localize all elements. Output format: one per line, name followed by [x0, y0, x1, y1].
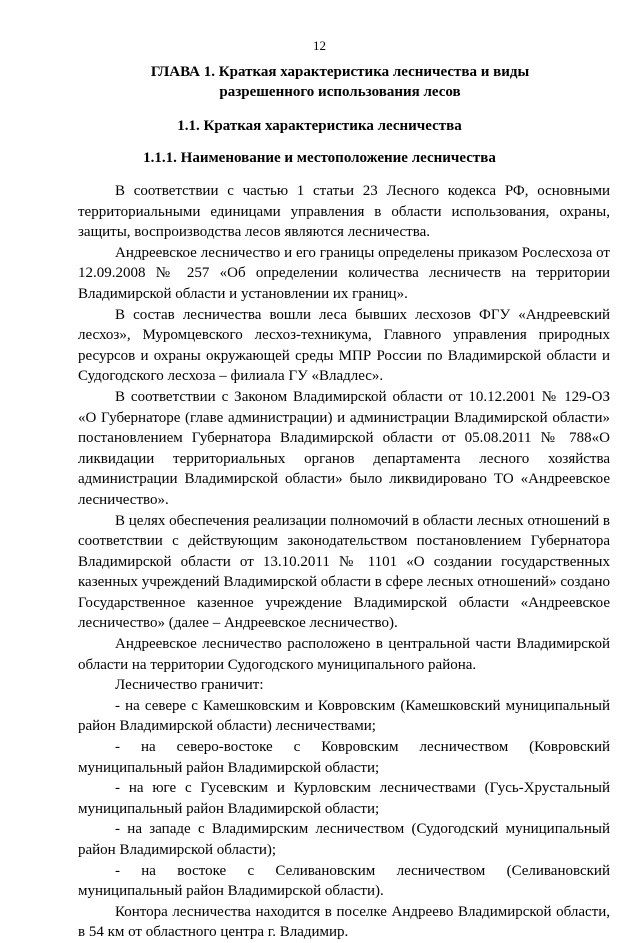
paragraph: В соответствии с частью 1 статьи 23 Лесного кодекса РФ, основными территориальными единицами управления в области использования, охраны, защиты, воспроизводства лесов являются лесничества.: [78, 183, 610, 241]
paragraph: Лесничество граничит:: [115, 677, 264, 694]
paragraph: В состав лесничества вошли леса бывших лесхозов ФГУ «Андреевский лесхоз», Муромцевского лесхоз-техникума, Главного управления природных ресурсов и охраны окружающей среды МПР России по Владимирской области и Судогодского лесхоза – филиала ГУ «Владлес».: [78, 306, 610, 385]
list-item: - на севере с Камешковским и Ковровским (Камешковский муниципальный район Владимирской области) лесничествами;: [78, 697, 610, 735]
list-item: - на северо-востоке с Ковровским лесничеством (Ковровский муниципальный район Владимирской области;: [78, 739, 610, 776]
list-item: - на востоке с Селивановским лесничеством (Селивановский муниципальный район Владимирской области).: [78, 862, 610, 900]
paragraph: Андреевское лесничество расположено в центральной части Владимирской области на территории Судогодского муниципального района.: [78, 636, 610, 673]
body-text: [78, 181, 610, 943]
section-title: 1.1. Краткая характеристика лесничества: [177, 118, 462, 134]
paragraph: Андреевское лесничество и его границы определены приказом Рослесхоза от 12.09.2008 № 257 «Об определении количества лесничеств на территории Владимирской области и установлении их границ».: [78, 244, 610, 302]
paragraph: В соответствии с Законом Владимирской области от 10.12.2001 № 129-ОЗ «О Губернаторе (главе администрации) и администрации Владимирской области» постановлением Губернатора Владимирской области от 05.08.2011 № 788«О ликвидации территориальных органов департамента лесного хозяйства администрации Владимирской области» было ликвидировано ТО «Андреевское лесничество».: [78, 388, 610, 508]
paragraph: Контора лесничества находится в поселке Андреево Владимирской области, в 54 км от областного центра г. Владимир.: [78, 903, 610, 941]
chapter-title: ГЛАВА 1. Краткая характеристика лесничества и виды разрешенного использования лесов: [150, 64, 530, 100]
list-item: - на западе с Владимирским лесничеством (Судогодский муниципальный район Владимирской области);: [78, 821, 610, 858]
subsection-title: 1.1.1. Наименование и местоположение лесничества: [143, 150, 496, 166]
list-item: - на юге с Гусевским и Курловским лесничествами (Гусь-Хрустальный муниципальный район Владимирской области;: [78, 780, 610, 817]
paragraph: В целях обеспечения реализации полномочий в области лесных отношений в соответствии с действующим законодательством постановлением Губернатора Владимирской области от 13.10.2011 № 1101 «О создании государственных казенных учреждений Владимирской области в сфере лесных отношений» создано Государственное казенное учреждение Владимирской области «Андреевское лесничество» (далее – Андреевское лесничество).: [78, 512, 610, 632]
page-number: 12: [313, 38, 326, 53]
